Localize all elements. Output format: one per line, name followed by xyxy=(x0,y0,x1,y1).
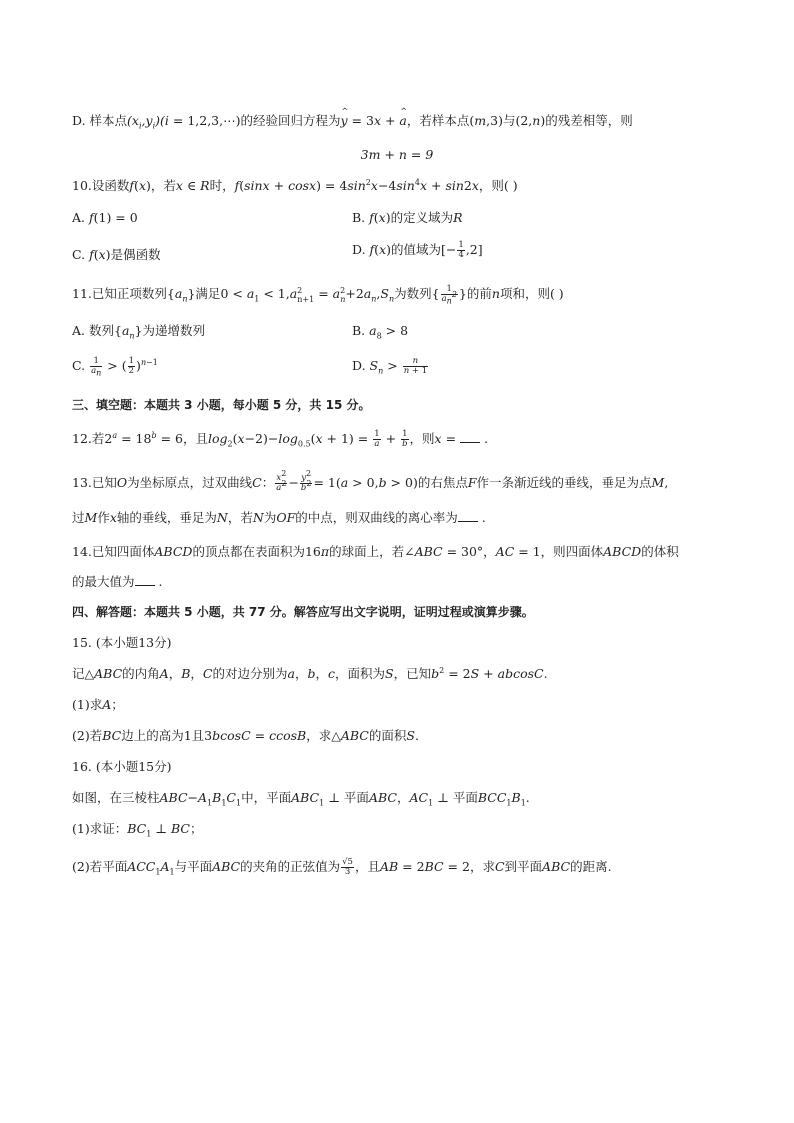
q9-result: 3m + n = 9 xyxy=(360,147,434,162)
q12-answer-blank[interactable] xyxy=(460,430,480,443)
q11-option-c: C. $\frac{1}{a_n}$ > ( $\frac{1}{2}$ )$^{n-1}$ xyxy=(72,356,158,378)
q15-part1: (1)求A； xyxy=(72,697,124,712)
q13-line2: 过M作x轴的垂线，垂足为N，若N为OF的中点，则双曲线的离心率为 . xyxy=(72,510,486,525)
q10-option-b: B. f(x)的定义域为R xyxy=(352,210,463,225)
q10-option-d: D. f(x)的值域为[− $\frac{1}{4}$ ,2] xyxy=(352,240,483,260)
q11-option-d: D. $S_n$ > $\frac{n}{n + 1}$ xyxy=(352,356,428,376)
q16-part1: (1)求证：$BC_1$ ⊥ BC； xyxy=(72,821,203,839)
q16-head: 16. (本小题15分) xyxy=(72,759,172,774)
q10-stem: 10.设函数f(x)，若x ∈ R时，$f(\sin x + \cos x) = 4\sin^2x-4\sin^4x + \sin 2x$，则( ) xyxy=(72,177,518,193)
q11-option-b: B. $a_8 > 8$ xyxy=(352,323,409,341)
section3-title: 三、填空题：本题共 3 小题，每小题 5 分，共 15 分。 xyxy=(72,398,371,412)
section4-title: 四、解答题：本题共 5 小题，共 77 分。解答应写出文字说明，证明过程或演算步骤。 xyxy=(72,605,534,619)
q14-answer-blank[interactable] xyxy=(135,573,155,586)
q9-option-d: D. 样本点$(x_i,y_i)(i$ = 1,2,3,⋯)的经验回归方程为^ y = 3x + ^ a，若样本点(m,3)与(2,n)的残差相等，则 xyxy=(72,112,633,130)
q16-part2: (2)若平面$ACC_1A_1$与平面ABC的夹角的正弦值为 $\frac{√5}{3}$ ，且AB = 2BC = 2，求C到平面ABC的距离. xyxy=(72,857,612,877)
q15-stem: 记△ABC的内角A，B，C的对边分别为a，b，c，面积为S，已知$b^2 = 2S + abcosC$. xyxy=(72,665,548,681)
q13-line1: 13.已知O为坐标原点，过双曲线C： $\frac{x^2}{a^2}$ − $\frac{y^2}{b^2}$ = 1(a > 0,b > 0)的右焦点F作一条渐近线的垂线，垂足为点M, xyxy=(72,469,669,493)
q10-option-c: C. f(x)是偶函数 xyxy=(72,247,161,262)
q11-option-a: A. 数列$\{a_n\}$为递增数列 xyxy=(72,323,206,341)
q10-option-a: A. f(1) = 0 xyxy=(72,210,138,225)
q14-line2: 的最大值为 . xyxy=(72,574,163,589)
q15-part2: (2)若BC边上的高为1且3bcosC = ccosB，求△ABC的面积S. xyxy=(72,728,419,743)
q15-head: 15. (本小题13分) xyxy=(72,635,172,650)
q14-line1: 14.已知四面体ABCD的顶点都在表面积为16π的球面上，若∠ABC = 30°，AC = 1，则四面体ABCD的体积 xyxy=(72,544,679,559)
q11-stem: 11.已知正项数列$\{a_n\}$满足$0 < a_1 < 1,a^2_{n+1} = a^2_n+2a_n,S_n$为数列{ $\frac{1}{a_n^2}$ }的前n项和，则( ) xyxy=(72,284,564,306)
q13-answer-blank[interactable] xyxy=(458,509,478,522)
q12-stem: 12.若$2^a = 18^b = 6$，且$\log_2(x-2)-\log_{0.5}(x + 1)$ = $\frac{1}{a}$ + $\frac{1}{b}$ ，则x = . xyxy=(72,429,488,449)
q16-stem: 如图，在三棱柱$ABC-A_1B_1C_1$中，平面$ABC_1$ ⊥ 平面ABC，$AC_1$ ⊥ 平面$BCC_1B_1$. xyxy=(72,790,530,808)
